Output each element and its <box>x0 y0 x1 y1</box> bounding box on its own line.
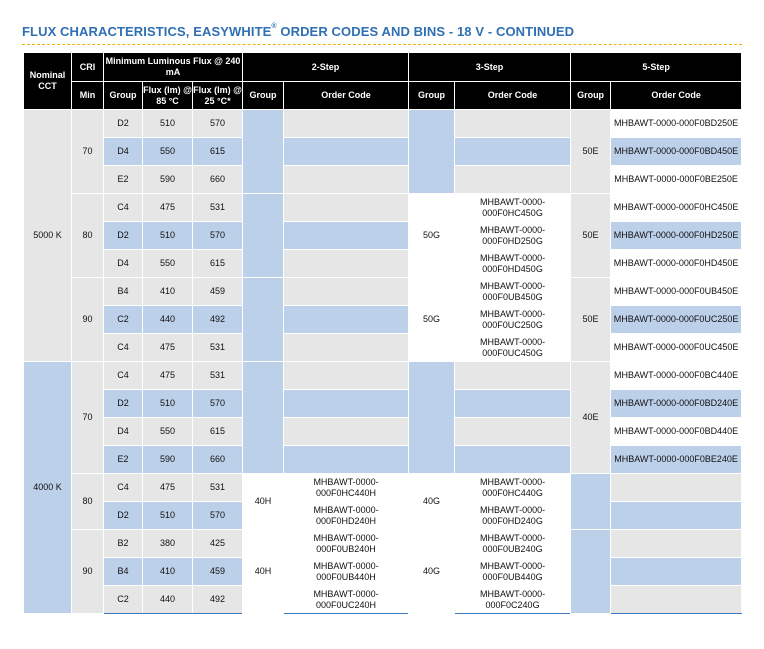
cri-min-value: 70 <box>72 362 104 474</box>
flux-85-value: 550 <box>143 138 193 166</box>
step2-group <box>243 278 284 362</box>
flux-group: C4 <box>104 194 143 222</box>
header-flux-85: Flux (lm) @ 85 °C <box>143 82 193 110</box>
step2-order-code: MHBAWT-0000-000F0HD240H <box>284 502 409 530</box>
step5-order-code <box>611 530 742 558</box>
flux-25-value: 570 <box>193 222 243 250</box>
step5-order-code: MHBAWT-0000-000F0BD250E <box>611 110 742 138</box>
step2-order-code: MHBAWT-0000-000F0UC240H <box>284 586 409 614</box>
page-title: FLUX CHARACTERISTICS, EASYWHITE® ORDER CODES AND BINS - 18 V - CONTINUED <box>22 23 575 39</box>
flux-group: D2 <box>104 222 143 250</box>
flux-85-value: 590 <box>143 166 193 194</box>
step2-order-code <box>284 110 409 138</box>
flux-group: C2 <box>104 306 143 334</box>
table-row <box>24 306 742 334</box>
step2-order-code <box>284 194 409 222</box>
step2-order-code <box>284 278 409 306</box>
step3-group <box>409 362 455 474</box>
step3-group <box>409 110 455 194</box>
header-2-step: 2-Step <box>243 53 409 82</box>
flux-25-value: 425 <box>193 530 243 558</box>
table-row <box>24 362 742 390</box>
flux-group: E2 <box>104 446 143 474</box>
flux-25-value: 570 <box>193 390 243 418</box>
flux-group: D2 <box>104 110 143 138</box>
flux-group: E2 <box>104 166 143 194</box>
flux-group: D4 <box>104 138 143 166</box>
header-5-step-group: Group <box>571 82 611 110</box>
step3-group: 40G <box>409 474 455 530</box>
table-row <box>24 390 742 418</box>
step3-order-code: MHBAWT-0000-000F0HD250G <box>455 222 571 250</box>
step3-order-code: MHBAWT-0000-000F0UC450G <box>455 334 571 362</box>
cct-value: 4000 K <box>24 362 72 614</box>
flux-group: D2 <box>104 502 143 530</box>
step2-order-code <box>284 250 409 278</box>
table-row <box>24 334 742 362</box>
flux-85-value: 510 <box>143 110 193 138</box>
step5-order-code: MHBAWT-0000-000F0BD240E <box>611 390 742 418</box>
flux-85-value: 590 <box>143 446 193 474</box>
step2-order-code <box>284 418 409 446</box>
step5-order-code: MHBAWT-0000-000F0BE240E <box>611 446 742 474</box>
step3-order-code: MHBAWT-0000-000F0UB450G <box>455 278 571 306</box>
flux-table <box>23 52 742 614</box>
step5-order-code: MHBAWT-0000-000F0HD250E <box>611 222 742 250</box>
title-divider <box>22 44 742 45</box>
flux-25-value: 570 <box>193 110 243 138</box>
flux-group: C4 <box>104 474 143 502</box>
step2-order-code <box>284 166 409 194</box>
step3-order-code <box>455 446 571 474</box>
step2-order-code: MHBAWT-0000-000F0HC440H <box>284 474 409 502</box>
header-3-step: 3-Step <box>409 53 571 82</box>
flux-25-value: 660 <box>193 166 243 194</box>
header-2-step-order-code: Order Code <box>284 82 409 110</box>
flux-85-value: 475 <box>143 334 193 362</box>
flux-85-value: 410 <box>143 558 193 586</box>
table-row <box>24 166 742 194</box>
table-row <box>24 222 742 250</box>
flux-25-value: 459 <box>193 558 243 586</box>
header-nominal-cct: Nominal CCT <box>24 53 72 110</box>
step3-order-code: MHBAWT-0000-000F0C240G <box>455 586 571 614</box>
flux-85-value: 440 <box>143 586 193 614</box>
table-row <box>24 250 742 278</box>
header-cri-min: Min <box>72 82 104 110</box>
step2-order-code <box>284 390 409 418</box>
step2-order-code <box>284 334 409 362</box>
flux-85-value: 510 <box>143 222 193 250</box>
table-row <box>24 418 742 446</box>
step5-group: 50E <box>571 110 611 194</box>
step3-order-code <box>455 138 571 166</box>
flux-25-value: 459 <box>193 278 243 306</box>
flux-25-value: 570 <box>193 502 243 530</box>
flux-25-value: 492 <box>193 306 243 334</box>
step2-group: 40H <box>243 530 284 614</box>
flux-85-value: 475 <box>143 194 193 222</box>
step3-order-code <box>455 362 571 390</box>
step5-group: 50E <box>571 278 611 362</box>
cri-min-value: 70 <box>72 110 104 194</box>
step2-order-code <box>284 362 409 390</box>
step2-order-code: MHBAWT-0000-000F0UB240H <box>284 530 409 558</box>
flux-group: D4 <box>104 250 143 278</box>
flux-85-value: 475 <box>143 362 193 390</box>
header-cri: CRI <box>72 53 104 82</box>
step3-order-code <box>455 110 571 138</box>
flux-85-value: 410 <box>143 278 193 306</box>
flux-group: C4 <box>104 334 143 362</box>
step2-group <box>243 194 284 278</box>
step2-order-code <box>284 138 409 166</box>
cri-min-value: 80 <box>72 474 104 530</box>
header-3-step-group: Group <box>409 82 455 110</box>
header-5-step-order-code: Order Code <box>611 82 742 110</box>
step5-group <box>571 530 611 614</box>
cct-value: 5000 K <box>24 110 72 362</box>
step5-order-code: MHBAWT-0000-000F0HC450E <box>611 194 742 222</box>
step5-order-code: MHBAWT-0000-000F0UC450E <box>611 334 742 362</box>
step3-order-code: MHBAWT-0000-000F0HD450G <box>455 250 571 278</box>
step5-group: 40E <box>571 362 611 474</box>
step3-order-code: MHBAWT-0000-000F0UC250G <box>455 306 571 334</box>
table-row <box>24 474 742 502</box>
table-row <box>24 446 742 474</box>
table-row <box>24 530 742 558</box>
header-5-step: 5-Step <box>571 53 742 82</box>
table-body <box>24 110 742 614</box>
cri-min-value: 90 <box>72 530 104 614</box>
step5-order-code: MHBAWT-0000-000F0BC440E <box>611 362 742 390</box>
step5-order-code <box>611 474 742 502</box>
flux-group: B2 <box>104 530 143 558</box>
flux-group: B4 <box>104 558 143 586</box>
flux-25-value: 531 <box>193 474 243 502</box>
flux-85-value: 550 <box>143 250 193 278</box>
step5-order-code <box>611 586 742 614</box>
table-row <box>24 110 742 138</box>
step3-order-code: MHBAWT-0000-000F0HC450G <box>455 194 571 222</box>
step3-order-code <box>455 166 571 194</box>
step3-order-code <box>455 390 571 418</box>
table-row <box>24 558 742 586</box>
flux-25-value: 531 <box>193 334 243 362</box>
table-row <box>24 138 742 166</box>
flux-85-value: 475 <box>143 474 193 502</box>
step5-order-code <box>611 502 742 530</box>
table-row <box>24 194 742 222</box>
step2-order-code <box>284 446 409 474</box>
header-min-flux: Minimum Luminous Flux @ 240 mA <box>104 53 243 82</box>
flux-85-value: 440 <box>143 306 193 334</box>
step2-group <box>243 110 284 194</box>
flux-25-value: 492 <box>193 586 243 614</box>
table-row <box>24 502 742 530</box>
step2-group <box>243 362 284 474</box>
flux-85-value: 510 <box>143 390 193 418</box>
step3-order-code: MHBAWT-0000-000F0UB440G <box>455 558 571 586</box>
step5-group: 50E <box>571 194 611 278</box>
flux-group: C2 <box>104 586 143 614</box>
flux-25-value: 615 <box>193 138 243 166</box>
flux-group: C4 <box>104 362 143 390</box>
step5-order-code: MHBAWT-0000-000F0BD450E <box>611 138 742 166</box>
step3-order-code: MHBAWT-0000-000F0UB240G <box>455 530 571 558</box>
cri-min-value: 90 <box>72 278 104 362</box>
step5-group <box>571 474 611 530</box>
flux-85-value: 550 <box>143 418 193 446</box>
table-row <box>24 278 742 306</box>
step3-order-code: MHBAWT-0000-000F0HD240G <box>455 502 571 530</box>
flux-group: D4 <box>104 418 143 446</box>
step2-group: 40H <box>243 474 284 530</box>
step5-order-code: MHBAWT-0000-000F0HD450E <box>611 250 742 278</box>
step3-group: 50G <box>409 194 455 278</box>
flux-25-value: 531 <box>193 194 243 222</box>
step5-order-code: MHBAWT-0000-000F0UB450E <box>611 278 742 306</box>
header-group: Group <box>104 82 143 110</box>
flux-group: B4 <box>104 278 143 306</box>
step3-order-code: MHBAWT-0000-000F0HC440G <box>455 474 571 502</box>
step3-order-code <box>455 418 571 446</box>
cri-min-value: 80 <box>72 194 104 278</box>
step5-order-code: MHBAWT-0000-000F0UC250E <box>611 306 742 334</box>
flux-25-value: 615 <box>193 418 243 446</box>
table-row <box>24 586 742 614</box>
step2-order-code: MHBAWT-0000-000F0UB440H <box>284 558 409 586</box>
step3-group: 50G <box>409 278 455 362</box>
flux-25-value: 531 <box>193 362 243 390</box>
header-2-step-group: Group <box>243 82 284 110</box>
step2-order-code <box>284 306 409 334</box>
flux-85-value: 380 <box>143 530 193 558</box>
header-flux-25: Flux (lm) @ 25 °C* <box>193 82 243 110</box>
flux-25-value: 660 <box>193 446 243 474</box>
step5-order-code <box>611 558 742 586</box>
header-3-step-order-code: Order Code <box>455 82 571 110</box>
flux-group: D2 <box>104 390 143 418</box>
step5-order-code: MHBAWT-0000-000F0BD440E <box>611 418 742 446</box>
flux-25-value: 615 <box>193 250 243 278</box>
step3-group: 40G <box>409 530 455 614</box>
flux-85-value: 510 <box>143 502 193 530</box>
step5-order-code: MHBAWT-0000-000F0BE250E <box>611 166 742 194</box>
step2-order-code <box>284 222 409 250</box>
